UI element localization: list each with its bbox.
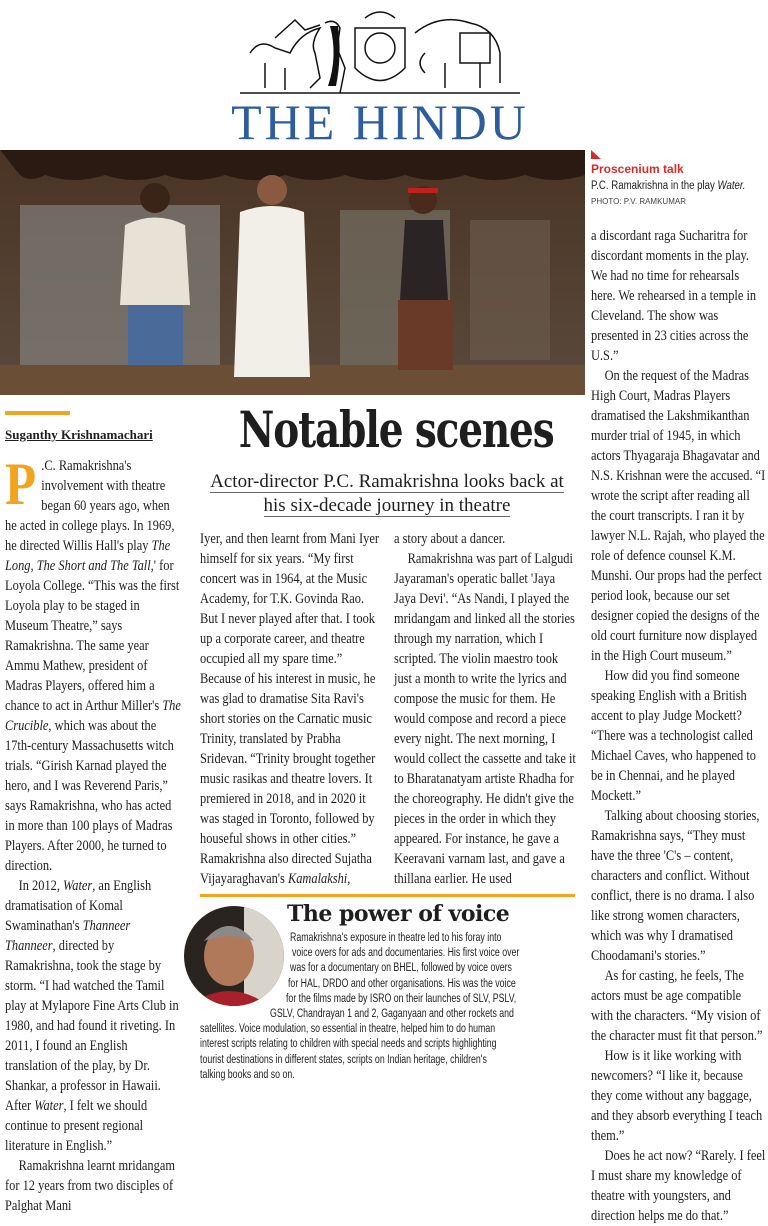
sidebar-line: talking books and so on. [200,1066,295,1081]
photo-credit: PHOTO: P.V. RAMKUMAR [591,197,686,206]
text-run: How is it like working with newcomers? “I like it, because they come without any baggage, and they absorb everything I teach them.” [591,1048,763,1144]
sidebar-line: interest scripts relating to children with special needs and scripts highlighting [200,1036,497,1051]
sidebar-rule [200,894,575,897]
article-column-1 [5,451,182,1216]
article-paragraph [591,666,766,806]
article-paragraph [591,966,766,1046]
text-run: Iyer, and then learnt from Mani Iyer himself for six years. “My first concert was in 1964, at the Music Academy, for T.K. Govinda Rao. But I never played after that. I took up a corporate career, and theatre occupied all my spare time.” Because of his interest in music, he was glad to dramatise Sita Ravi's short stories on the Carnatic music Trinity, translated by Prabha Sridevan. “Trinity brought together music rasikas and theatre lovers. It premiered in 2018, and in 2020 it was staged in Toronto, followed by houseful shows in other cities.” Ramakrishna also directed Sujatha Vijayaraghavan's [200,531,379,887]
article-paragraph [591,1146,766,1226]
text-run: , [347,871,351,887]
sidebar-line: for the films made by ISRO on their launches of SLV, PSLV, [285,990,517,1005]
article-column-4 [591,226,766,1226]
text-run: , an English dramatisation of Komal Swaminathan's [5,878,152,934]
article-paragraph [5,1156,182,1216]
italic-title: The Long, The Short and The Tall, [5,538,171,574]
article-paragraph [394,549,577,889]
article-paragraph [591,366,766,666]
article-column-2 [200,529,380,889]
text-run: Ramakrishna learnt mridangam for 12 years from two disciples of Palghat Mani [5,1158,175,1214]
text-run: On the request of the Madras High Court, Madras Players dramatised the Lakshmikanthan murder trial of 1945, in which actors Thyagaraja Bhagavatar and N.S. Krishnan were the accused. “I wrote the script after reading all the court transcripts. I ran it by lawyer N.L. Rajah, who played the role of defence counsel K.M. Munshi. Our props had the perfect period look, because our set designer copied the designs of the old court furniture now displayed in the High Court museum.” [591,368,766,664]
emblem-logo [230,8,530,98]
text-run: Ramakrishna was part of Lalgudi Jayaraman's operatic ballet 'Jaya Jaya Devi'. “As Nandi, I played the mridangam and linked all the stories through my narration, which I scripted. The violin maestro took just a month to write the lyrics and compose the music for them. He would compose and record a piece every night. The next morning, I would collect the cassette and take it to Bharatanatyam artiste Rhadha for the choreography. He didn't give the pieces in the order in which they appeared. For instance, he gave a Keeravani varnam last, and gave a thillana earlier. He used [394,551,576,887]
italic-title: Thanneer Thanneer [5,918,131,954]
text-run: , directed by Ramakrishna, took the stage by storm. “I had watched the Tamil play at Mylapore Fine Arts Club in 1980, and had found it riveting. In 2011, I found an English translation of the play, by Dr. Shankar, a professor in Hawaii. After [5,938,179,1114]
article-paragraph [5,451,182,876]
text-run: How did you find someone speaking English with a British accent to play Judge Mockett? “There was a technologist called Michael Caves, who happened to be in Chennai, and he played Mockett.” [591,668,757,804]
article-paragraph [200,529,380,889]
text-run: As for casting, he feels, The actors must be age compatible with the characters. “My vision of the character must fit that person.” [591,968,763,1044]
italic-title: Kamalakshi [287,871,348,887]
sidebar-line: tourist destinations in different states, scripts on Indian heritage, children's [200,1051,487,1066]
drop-cap: P [5,451,37,517]
sidebar-line: was for a documentary on BHEL, followed by voice overs [290,960,512,975]
article-paragraph [394,529,577,549]
article-paragraph [5,876,182,1156]
masthead-title[interactable]: THE HINDU [231,94,529,150]
italic-title: The Crucible [5,698,181,734]
sidebar-line: Ramakrishna's exposure in theatre led to his foray into [290,930,502,944]
text-run: a discordant raga Sucharitra for discordant moments in the play. We had no time for rehearsals here. We rehearsed in a temple in Cleveland. The show was presented in 23 cities across the U.S.” [591,228,757,364]
sidebar-text [200,930,589,1082]
text-run: Talking about choosing stories, Ramakrishna says, “They must have the three 'C's – content, characters and conflict. Without conflict, there is no drama. I also like strong women characters, which was why I dramatised Choodamani's stories.” [591,808,760,964]
sidebar-title: The power of voice [287,901,510,927]
headline: Notable scenes [238,400,554,459]
red-triangle-icon [591,150,601,159]
caption-text-italic: Water. [717,180,746,192]
sidebar-line: for HAL, DRDO and other organisations. His was the voice [287,975,516,990]
text-run: .C. Ramakrishna's involvement with theatre began 60 years ago, when he acted in college plays. In 1969, he directed Willis Hall's play [5,458,175,554]
text-run: a story about a dancer. [394,531,506,547]
caption-text [591,179,746,194]
text-run: , which was about the 17th-century Massachusetts witch trials. “Girish Karnad played the hero, and I was Reverend Paris,” says Ramakrishna, who has acted in more than 100 plays of Madras Players. After 2000, he turned to direction. [5,718,174,874]
photo-caption [591,150,768,207]
article-paragraph [591,1046,766,1146]
article-paragraph [591,806,766,966]
masthead [200,0,560,150]
article-column-3 [394,529,577,889]
sidebar-line: GSLV, Chandrayan 1 and 2, Gaganyaan and other rockets and [269,1006,514,1021]
byline[interactable]: Suganthy Krishnamachari [5,427,153,442]
sidebar-line: voice overs for ads and documentaries. His first voice over [291,945,520,960]
subheadline [197,470,577,518]
article-paragraph [591,226,766,366]
text-run: Does he act now? “Rarely. I feel I must share my knowledge of theatre with youngsters, and direction helps me do that.” [591,1148,766,1224]
sidebar-line: satellites. Voice modulation, so essential in theatre, helped him to do human [200,1021,496,1036]
play-photo [0,150,585,395]
caption-title: Proscenium talk [591,162,684,176]
text-run: , I felt we should continue to present regional literature in English.” [5,1098,148,1154]
text-run: ' for Loyola College. “This was the first Loyola play to be staged in Museum Theatre,” says Ramakrishna. The same year Ammu Mathew, president of Madras Players, offered him a chance to act in Arthur Miller's [5,558,180,714]
accent-rule [5,411,70,415]
italic-title: Water [34,1098,64,1114]
subheadline-text: Actor-director P.C. Ramakrishna looks back at his six-decade journey in theatre [210,471,564,516]
caption-text-main: P.C. Ramakrishna in the play [591,180,718,192]
italic-title: Water [63,878,93,894]
text-run: In 2012, [18,878,64,894]
